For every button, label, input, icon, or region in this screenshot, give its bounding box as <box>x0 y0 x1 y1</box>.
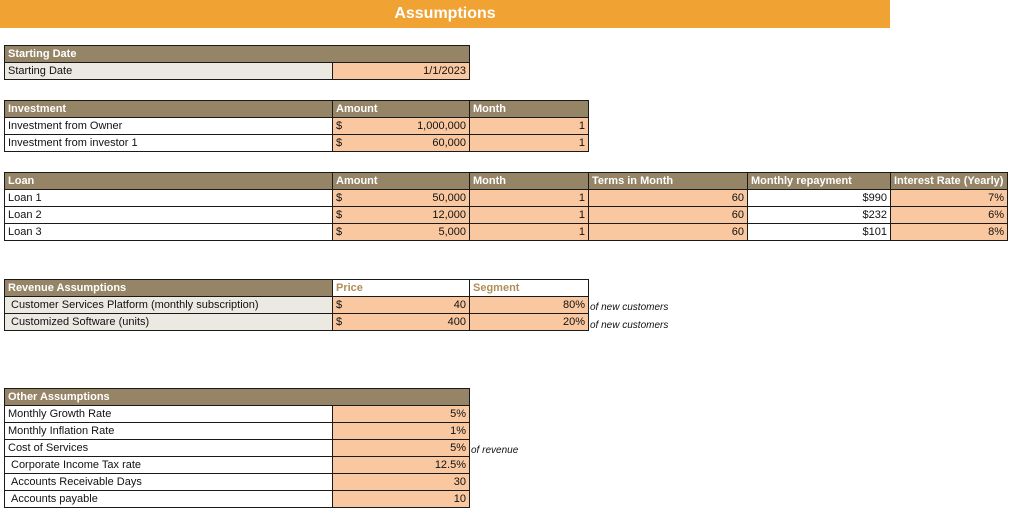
value-cell[interactable]: 1% <box>333 423 470 440</box>
revenue-table <box>4 279 589 331</box>
amount-value: 1,000,000 <box>417 120 466 132</box>
row-label: Investment from Owner <box>5 118 333 135</box>
investment-header: Investment <box>5 101 333 118</box>
terms-cell[interactable]: 60 <box>589 224 748 241</box>
value-cell[interactable]: 5% <box>333 440 470 457</box>
table-row <box>5 314 589 331</box>
repayment-cell[interactable]: $990 <box>748 190 891 207</box>
cost-of-services-note: of revenue <box>471 445 519 456</box>
page-title: Assumptions <box>0 0 890 28</box>
amount-value: 60,000 <box>432 137 466 149</box>
currency-symbol: $ <box>336 299 343 311</box>
month-cell[interactable]: 1 <box>470 135 589 152</box>
loan-table <box>4 172 1008 241</box>
price-value: 400 <box>447 316 466 328</box>
price-header: Price <box>333 280 470 297</box>
terms-cell[interactable]: 60 <box>589 207 748 224</box>
table-row <box>5 135 589 152</box>
month-cell[interactable]: 1 <box>470 190 589 207</box>
price-value: 40 <box>453 299 466 311</box>
value-cell[interactable]: 12.5% <box>333 457 470 474</box>
row-label: Cost of Services <box>5 440 333 457</box>
other-assumptions-header: Other Assumptions <box>5 389 470 406</box>
interest-rate-cell[interactable]: 8% <box>891 224 1008 241</box>
repayment-cell[interactable]: $101 <box>748 224 891 241</box>
price-cell[interactable] <box>333 314 470 331</box>
row-label: Monthly Growth Rate <box>5 406 333 423</box>
other-assumptions-table <box>4 388 470 508</box>
month-cell[interactable]: 1 <box>470 207 589 224</box>
amount-header: Amount <box>333 173 470 190</box>
starting-date-label: Starting Date <box>5 63 333 80</box>
table-row <box>5 207 1008 224</box>
amount-cell[interactable] <box>333 207 470 224</box>
segment-note: of new customers <box>590 302 669 313</box>
row-label: Accounts Receivable Days <box>5 474 333 491</box>
loan-header: Loan <box>5 173 333 190</box>
table-row <box>5 423 470 440</box>
amount-cell[interactable] <box>333 190 470 207</box>
value-cell[interactable]: 5% <box>333 406 470 423</box>
table-row <box>5 474 470 491</box>
currency-symbol: $ <box>336 120 343 132</box>
month-cell[interactable]: 1 <box>470 224 589 241</box>
row-label: Loan 3 <box>5 224 333 241</box>
amount-value: 50,000 <box>432 192 466 204</box>
amount-value: 5,000 <box>438 226 466 238</box>
starting-date-cell[interactable]: 1/1/2023 <box>333 63 470 80</box>
table-row <box>5 224 1008 241</box>
table-row <box>5 491 470 508</box>
table-row <box>5 440 470 457</box>
price-cell[interactable] <box>333 297 470 314</box>
terms-cell[interactable]: 60 <box>589 190 748 207</box>
currency-symbol: $ <box>336 226 343 238</box>
segment-note: of new customers <box>590 320 669 331</box>
segment-cell[interactable]: 20% <box>470 314 589 331</box>
table-row <box>5 190 1008 207</box>
currency-symbol: $ <box>336 137 343 149</box>
value-cell[interactable]: 10 <box>333 491 470 508</box>
interest-rate-header: Interest Rate (Yearly) <box>891 173 1008 190</box>
row-label: Loan 2 <box>5 207 333 224</box>
revenue-header: Revenue Assumptions <box>5 280 333 297</box>
currency-symbol: $ <box>336 192 343 204</box>
row-label: Corporate Income Tax rate <box>5 457 333 474</box>
table-row <box>5 406 470 423</box>
row-label: Investment from investor 1 <box>5 135 333 152</box>
value-cell[interactable]: 30 <box>333 474 470 491</box>
amount-cell[interactable] <box>333 118 470 135</box>
row-label: Accounts payable <box>5 491 333 508</box>
investment-table <box>4 100 589 152</box>
month-cell[interactable]: 1 <box>470 118 589 135</box>
interest-rate-cell[interactable]: 6% <box>891 207 1008 224</box>
table-row <box>5 457 470 474</box>
currency-symbol: $ <box>336 209 343 221</box>
row-label: Loan 1 <box>5 190 333 207</box>
table-row <box>5 297 589 314</box>
month-header: Month <box>470 101 589 118</box>
interest-rate-cell[interactable]: 7% <box>891 190 1008 207</box>
table-row <box>5 118 589 135</box>
repayment-header: Monthly repayment <box>748 173 891 190</box>
row-label: Monthly Inflation Rate <box>5 423 333 440</box>
row-label: Customer Services Platform (monthly subscription) <box>5 297 333 314</box>
row-label: Customized Software (units) <box>5 314 333 331</box>
amount-cell[interactable] <box>333 224 470 241</box>
amount-value: 12,000 <box>432 209 466 221</box>
amount-header: Amount <box>333 101 470 118</box>
repayment-cell[interactable]: $232 <box>748 207 891 224</box>
segment-header: Segment <box>470 280 589 297</box>
starting-date-header: Starting Date <box>5 46 470 63</box>
segment-cell[interactable]: 80% <box>470 297 589 314</box>
terms-header: Terms in Month <box>589 173 748 190</box>
month-header: Month <box>470 173 589 190</box>
amount-cell[interactable] <box>333 135 470 152</box>
starting-date-table <box>4 45 470 80</box>
currency-symbol: $ <box>336 316 343 328</box>
